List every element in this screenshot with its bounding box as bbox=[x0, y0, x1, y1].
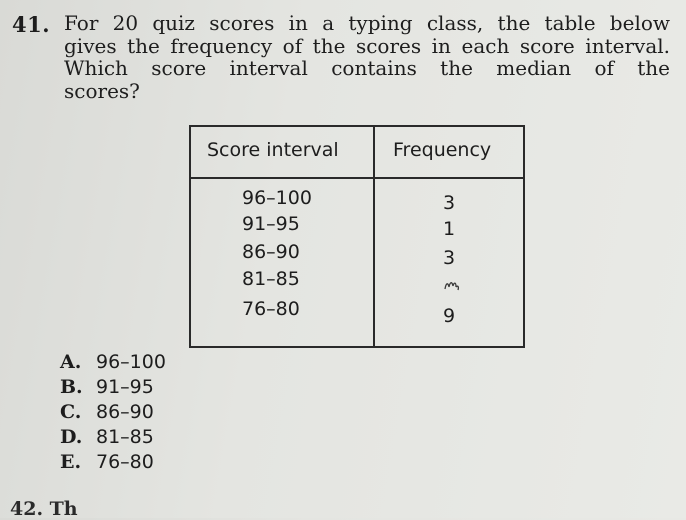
header-frequency: Frequency bbox=[393, 139, 492, 161]
choice-text: 81–85 bbox=[96, 426, 154, 448]
row-frequency: 3 bbox=[443, 192, 456, 214]
row-interval: 91–95 bbox=[242, 213, 300, 235]
row-interval: 81–85 bbox=[242, 268, 300, 290]
choice-e[interactable] bbox=[60, 450, 166, 475]
question-number: 41. bbox=[12, 12, 51, 37]
header-rule bbox=[191, 177, 523, 179]
row-frequency-smudged bbox=[443, 276, 461, 298]
question-line: scores? bbox=[64, 78, 140, 103]
choice-c[interactable] bbox=[60, 400, 166, 425]
choice-a[interactable] bbox=[60, 350, 166, 375]
header-score-interval: Score interval bbox=[207, 139, 339, 161]
answer-choices bbox=[60, 350, 166, 475]
choice-letter: C. bbox=[60, 401, 82, 423]
question-line: For 20 quiz scores in a typing class, the table below bbox=[64, 11, 670, 35]
ink-smudge-mark bbox=[443, 279, 461, 293]
choice-text: 76–80 bbox=[96, 451, 154, 473]
choice-letter: D. bbox=[60, 426, 83, 448]
choice-letter: B. bbox=[60, 376, 83, 398]
next-question-fragment: 42. Th bbox=[10, 498, 78, 520]
choice-text: 91–95 bbox=[96, 376, 154, 398]
row-frequency: 3 bbox=[443, 247, 456, 269]
question-line: Which score interval contains the median of the bbox=[64, 56, 670, 80]
choice-letter: E. bbox=[60, 451, 82, 473]
choice-letter: A. bbox=[60, 351, 82, 373]
row-frequency: 9 bbox=[443, 305, 456, 327]
choice-d[interactable] bbox=[60, 425, 166, 450]
row-frequency: 1 bbox=[443, 218, 456, 240]
choice-text: 86–90 bbox=[96, 401, 154, 423]
row-interval: 76–80 bbox=[242, 298, 300, 320]
question-line: gives the frequency of the scores in each score interval. bbox=[64, 33, 670, 58]
row-interval: 96–100 bbox=[242, 187, 312, 209]
question-text bbox=[64, 12, 670, 102]
choice-b[interactable] bbox=[60, 375, 166, 400]
column-divider bbox=[373, 127, 375, 346]
row-interval: 86–90 bbox=[242, 241, 300, 263]
frequency-table bbox=[189, 125, 525, 348]
choice-text: 96–100 bbox=[96, 351, 166, 373]
